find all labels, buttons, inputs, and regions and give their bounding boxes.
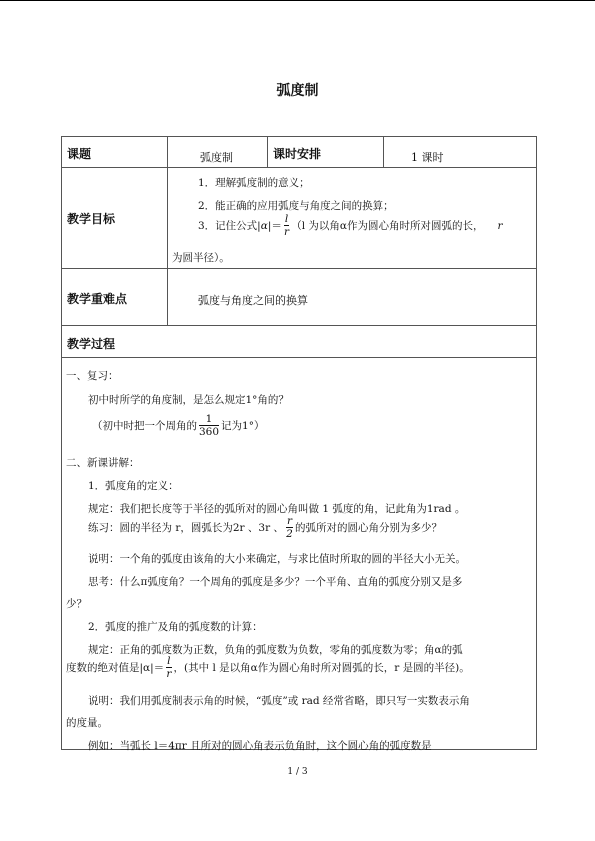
process-line: 一、复习： bbox=[66, 370, 119, 382]
row-divider bbox=[61, 325, 537, 326]
top-rule bbox=[0, 0, 595, 1]
row-divider bbox=[61, 357, 537, 358]
process-line: 的度量。 bbox=[66, 717, 108, 729]
goal-item-formula: 3．记住公式|α|＝ $\frac{l}{r}$ （l 为以角α作为圆心角时所对圆弧的长， r bbox=[198, 213, 503, 238]
process-label: 教学过程 bbox=[67, 337, 116, 351]
fraction: $\frac{l}{r}$ bbox=[284, 213, 290, 238]
process-line: 思考：什么π弧度角？一个周角的弧度是多少？一个平角、直角的弧度分别又是多 bbox=[88, 576, 463, 588]
schedule-label: 课时安排 bbox=[273, 147, 322, 161]
process-line-fraction: 度数的绝对值是|α|＝ $\frac{l}{r}$ ，(其中 l 是以角α作为圆心角时所对圆弧的长，r 是圆的半径)。 bbox=[66, 655, 470, 680]
col-divider bbox=[167, 136, 168, 268]
fraction: $\frac{r}{2}$ bbox=[286, 515, 293, 540]
page-title: 弧度制 bbox=[276, 83, 319, 99]
key-points-label: 教学重难点 bbox=[67, 292, 128, 306]
col-divider bbox=[267, 136, 268, 167]
topic-label: 课题 bbox=[67, 147, 92, 161]
goal-item: 1．理解弧度制的意义； bbox=[198, 177, 310, 189]
topic-value: 弧度制 bbox=[200, 151, 233, 164]
col-divider bbox=[383, 136, 384, 167]
row-divider bbox=[61, 268, 537, 269]
goals-label: 教学目标 bbox=[67, 212, 116, 226]
schedule-value: 1 课时 bbox=[411, 151, 444, 164]
goal-item-cont: 为圆半径）。 bbox=[172, 252, 230, 264]
row-divider bbox=[61, 167, 537, 168]
process-line: 少？ bbox=[66, 598, 87, 610]
fraction: $\frac{l}{r}$ bbox=[166, 655, 172, 680]
process-line: 说明：一个角的弧度由该角的大小来确定，与求比值时所取的圆的半径大小无关。 bbox=[88, 553, 466, 565]
process-line-fraction: 练习：圆的半径为 r，圆弧长为2r 、3r 、 $\frac{r}{2}$ 的弧所对的圆心角分别为多少？ bbox=[88, 515, 442, 540]
col-divider bbox=[167, 268, 168, 325]
key-points-value: 弧度与角度之间的换算 bbox=[198, 294, 308, 307]
process-line: 例如：当弧长 l＝4πr 且所对的圆心角表示负角时，这个圆心角的弧度数是 bbox=[88, 740, 432, 752]
process-line-fraction: （初中时把一个周角的 $\frac{1}{360}$ 记为1°） bbox=[92, 413, 265, 438]
process-line: 规定：正角的弧度数为正数，负角的弧度数为负数，零角的弧度数为零；角α的弧 bbox=[88, 644, 463, 656]
page-number: 1 / 3 bbox=[287, 767, 308, 777]
goal-item: 2．能正确的应用弧度与角度之间的换算； bbox=[198, 200, 394, 212]
process-line: 二、新课讲解： bbox=[66, 457, 140, 469]
process-line: 2．弧度的推广及角的弧度数的计算： bbox=[88, 621, 263, 633]
process-line: 初中时所学的角度制，是怎么规定1°角的？ bbox=[88, 394, 289, 406]
process-line: 说明：我们用弧度制表示角的时候，“弧度”或 rad 经常省略，即只写一实数表示角 bbox=[88, 695, 470, 707]
process-line: 规定：我们把长度等于半径的弧所对的圆心角叫做 1 弧度的角，记此角为1rad 。 bbox=[88, 503, 466, 515]
fraction: $\frac{1}{360}$ bbox=[199, 413, 220, 438]
process-line: 1．弧度角的定义： bbox=[88, 480, 179, 492]
